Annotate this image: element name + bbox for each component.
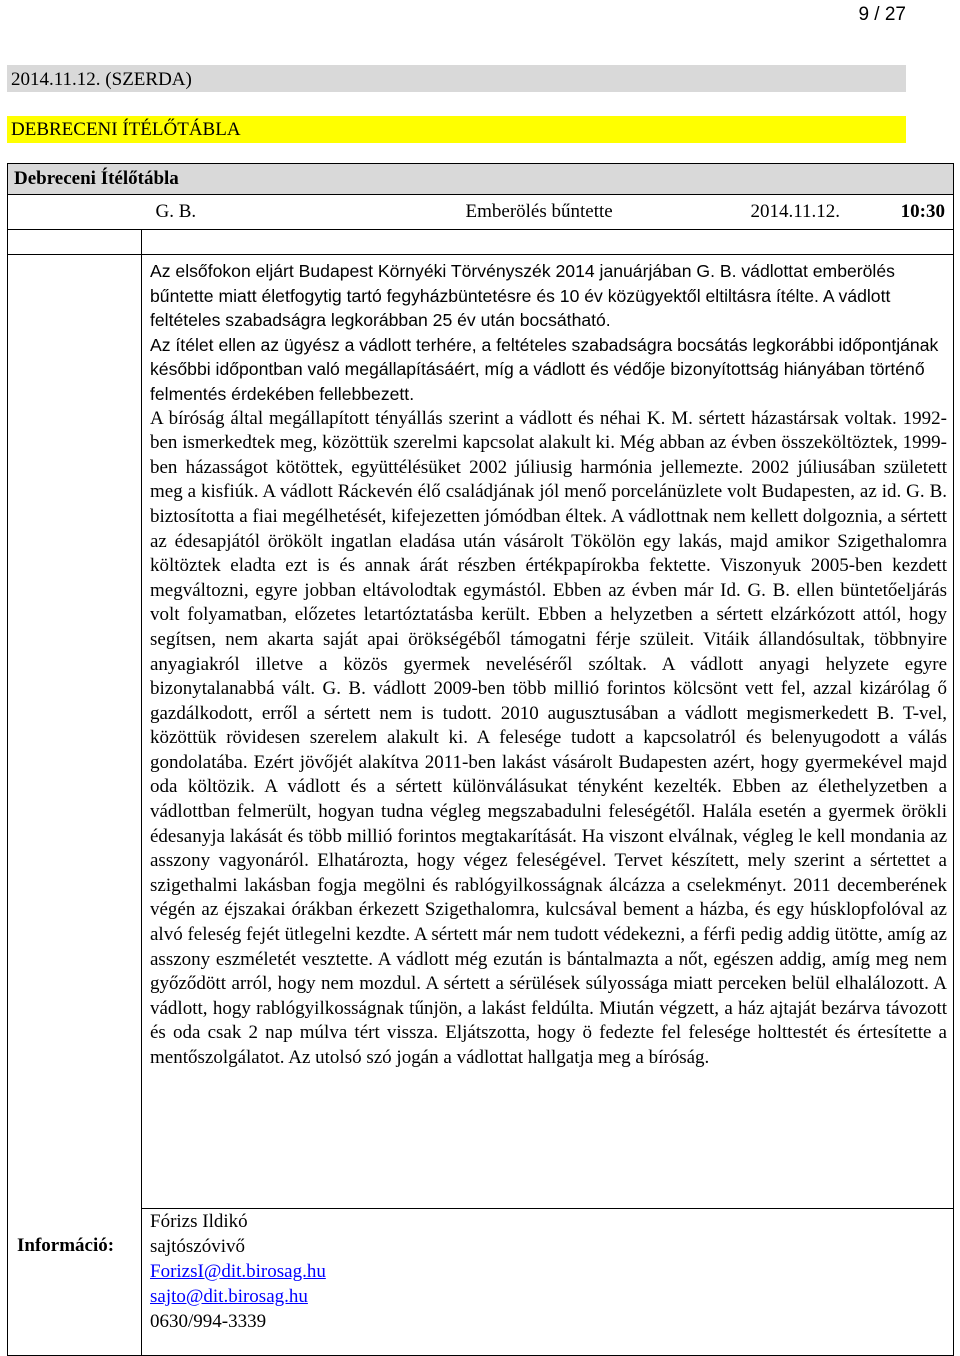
contact-name: Fórizs Ildikó [150,1211,248,1233]
spacer-right [142,230,954,255]
summary-appeal: Az ítélet ellen az ügyész a vádlott terhére, a feltételes szabadságra bocsátás legkorábbi időpontjának későbbi időpontban való megállapításáért, míg a vádlott és védője bizonyítottság hiányában történő felmentés érdekében fellebbezett. [150,334,939,404]
time-cell [876,195,954,230]
contact-info [142,1209,954,1356]
case-table [7,163,954,1356]
hearing-time: 10:30 [900,201,945,222]
press-email-link[interactable]: sajto@dit.birosag.hu [150,1286,308,1308]
court-name-row [8,164,954,195]
contact-row [8,1209,954,1356]
info-label-cell [8,255,142,1356]
page-number: 9 / 27 [858,4,906,25]
spacer-row [8,230,954,255]
summary-row [8,255,954,1209]
spacer-left [8,230,142,255]
defendant-name: G. B. [155,201,197,222]
date-cell [751,195,876,230]
contact-phone: 0630/994-3339 [150,1311,267,1333]
case-summary [142,255,954,1209]
crime-cell [466,195,751,230]
info-label: Információ: [17,1235,115,1256]
court-heading: DEBRECENI ÍTÉLŐTÁBLA [7,116,906,143]
date-heading: 2014.11.12. (SZERDA) [7,65,906,92]
court-name: Debreceni Ítélőtábla [14,168,179,189]
contact-email-link[interactable]: ForizsI@dit.birosag.hu [150,1261,326,1283]
summary-facts: A bíróság által megállapított tényállás szerint a vádlott és néhai K. M. sértett házastársak voltak. 1992-ben ismerkedtek meg, közöttük szerelmi kapcsolat alakult ki. Még abban az évben összeköltöztek, 1999-ben házasságot kötöttek, együttélésüket 2002 júliusig harmónia jellemezte. 2002 júliusában született meg a kisfiúk. A vádlott Ráckevén élő családjának jól menő porcelánüzlete volt Budapesten, az id. G. B. biztosította a fiai megélhetését, kifejezetten jómódban éltek. A vádlottnak nem kellett dolgoznia, a sértett az édesapjától örökölt ingatlan eladása után vásárolt Tökölön egy lakás, majd amikor Szigethalomra költöztek eladta ezt is és annak árát részben értékpapírokba fektette. Viszonyuk 2005-ben kezdett megváltozni, egyre jobban eltávolodtak egymástól. Ebben az évben már Id. G. B. ellen büntetőeljárás volt folyamatban, előzetes letartóztatásba került. Ebben a helyzetben a sértett elzárkózott attól, hogy segítsen, nem akarta saját apai örökségéből támogatni férje szüleit. Vitáik állandósultak, többnyire anyagiakról illetve a közös gyermek neveléséről szóltak. A vádlott anyagi helyzete egyre bizonytalanabbá vált. G. B. vádlott 2009-ben több millió forintos kölcsönt vett fel, azzal kizárólag ő gazdálkodott, erről a sértett nem is tudott. 2010 augusztusában a vádlott megismerkedett B. T-vel, közöttük rövidesen szerelem alakult ki. A felesége tudott a kapcsolatról és belenyugodott a válás gondolatába. Ezért jövőjét alakítva 2011-ben lakást vásárolt Budapesten azért, hogy gyermekével majd oda költözik. A vádlott és a sértett különválásukat tényként kezelték. Ebben az élethelyzetben a vádlottban felmerült, hogyan tudna végleg megszabadulni feleségétől. Halála esetén a gyermek örökli édesanyja lakását és több millió forintos megtakarítását. Ha viszont elválnak, végleg le kell mondania az asszony vagyonáról. Elhatározta, hogy végez feleségével. Tervet készített, mely szerint a sértettet a szigethalmi lakásban fogja megölni és rablógyilkosságnak álcázza a cselekményt. 2011 decemberének végén az éjszakai órákban érkezett Szigethalomra, kulcsával bement a házba, és egy húsklopfolóval az alvó feleség fejét ütlegelni kezdte. A sértett már nem tudott védekezni, a férfi pedig addig ütötte, amíg az asszony eszméletét vesztette. A vádlott még ezután is bántalmazta a nőt, egészen addig, amíg meg nem győződött arról, hogy nem mozdul. A sértett a sérülések súlyossága miatt perceken belül elhalálozott. A vádlott, hogy rablógyilkosságnak tűnjön, a lakást feldúlta. Miután végzett, a ház ajtaját bezárva távozott és oda csak 2 nap múlva tért vissza. Eljátszotta, hogy ö fedezte fel felesége holttestét és értesítette a mentőszolgálatot. Az utolsó szó jogán a vádlottat hallgatja meg a bíróság. [150,407,947,1068]
case-row-label-cell [8,195,142,230]
case-row [8,195,954,230]
contact-role: sajtószóvivő [150,1236,245,1258]
defendant-cell [142,195,466,230]
crime-name: Emberölés bűntette [465,201,613,222]
summary-verdict: Az elsőfokon eljárt Budapest Környéki Törvényszék 2014 januárjában G. B. vádlottat emberölés bűntette miatt életfogytig tartó fegyházbüntetésre és 10 év közügyektől eltiltásra ítélte. A vádlott feltételes szabadságra legkorábban 25 év után bocsátható. [150,261,895,331]
hearing-date: 2014.11.12. [750,201,841,222]
